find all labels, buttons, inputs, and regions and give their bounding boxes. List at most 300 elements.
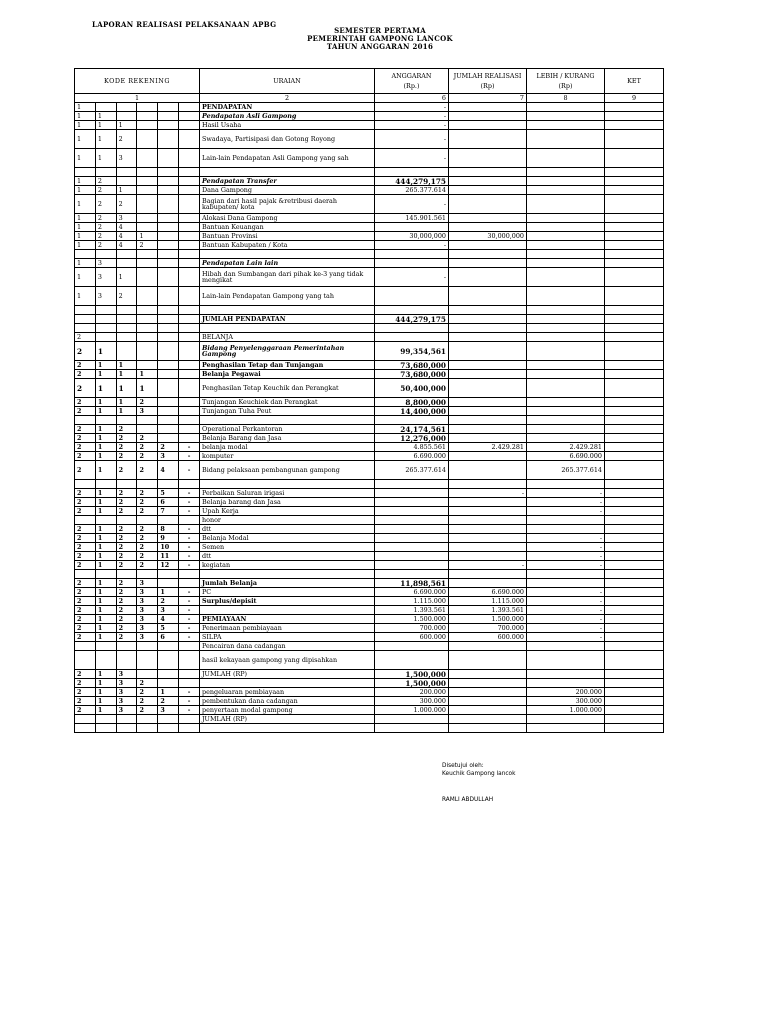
kode-cell: [158, 379, 179, 398]
table-row: [75, 416, 664, 425]
kode-cell: [75, 651, 96, 670]
kode-cell: -: [179, 552, 200, 561]
lebih-kurang-cell: [527, 379, 605, 398]
realisasi-cell: [449, 425, 527, 434]
kode-cell: [158, 434, 179, 443]
lebih-unit: (Rp): [558, 82, 573, 90]
kode-cell: 2: [95, 177, 116, 186]
realisasi-cell: 1.115.000: [449, 597, 527, 606]
kode-cell: [158, 223, 179, 232]
uraian-cell: komputer: [200, 452, 375, 461]
anggaran-cell: [375, 651, 449, 670]
kode-cell: 2: [137, 443, 158, 452]
kode-cell: -: [179, 443, 200, 452]
kode-cell: 2: [75, 606, 96, 615]
kode-cell: [116, 112, 137, 121]
ket-cell: [605, 416, 664, 425]
anggaran-cell: 50,400,000: [375, 379, 449, 398]
kode-cell: 3: [95, 287, 116, 306]
realisasi-cell: 30,000,000: [449, 232, 527, 241]
anggaran-cell: [375, 324, 449, 333]
kode-cell: [116, 103, 137, 112]
kode-cell: [116, 177, 137, 186]
kode-cell: [158, 195, 179, 214]
lebih-kurang-cell: [527, 724, 605, 733]
kode-cell: 1: [95, 670, 116, 679]
ket-cell: [605, 287, 664, 306]
kode-cell: 1: [158, 588, 179, 597]
kode-cell: [95, 250, 116, 259]
kode-cell: -: [179, 633, 200, 642]
ket-cell: [605, 642, 664, 651]
realisasi-cell: 700.000: [449, 624, 527, 633]
kode-cell: [158, 112, 179, 121]
kode-cell: 3: [137, 597, 158, 606]
kode-cell: 1: [95, 679, 116, 688]
realisasi-cell: [449, 168, 527, 177]
ket-cell: [605, 516, 664, 525]
uraian-cell: Surplus/depisit: [200, 597, 375, 606]
anggaran-cell: [375, 480, 449, 489]
table-row: [75, 615, 664, 624]
uraian-cell: Belanja Modal: [200, 534, 375, 543]
realisasi-cell: [449, 642, 527, 651]
table-row: [75, 241, 664, 250]
uraian-cell: Belanja barang dan Jasa: [200, 498, 375, 507]
table-row: [75, 268, 664, 287]
kode-cell: [116, 715, 137, 724]
kode-cell: 1: [95, 552, 116, 561]
table-row: [75, 112, 664, 121]
realisasi-cell: 1.500.000: [449, 615, 527, 624]
lebih-kurang-cell: -: [527, 624, 605, 633]
kode-cell: [116, 642, 137, 651]
kode-cell: 1: [95, 525, 116, 534]
anggaran-cell: 12,276,000: [375, 434, 449, 443]
kode-cell: 2: [75, 670, 96, 679]
anggaran-cell: 265.377.614: [375, 186, 449, 195]
table-row: [75, 579, 664, 588]
ket-cell: [605, 507, 664, 516]
realisasi-cell: [449, 130, 527, 149]
kode-cell: 1: [95, 697, 116, 706]
approver-role: Keuchik Gampong lancok: [442, 771, 516, 777]
anggaran-cell: 11,898,561: [375, 579, 449, 588]
realisasi-cell: 6.690.000: [449, 588, 527, 597]
kode-cell: 2: [116, 443, 137, 452]
kode-cell: [158, 651, 179, 670]
kode-cell: [158, 149, 179, 168]
ket-cell: [605, 361, 664, 370]
lebih-kurang-cell: 6.690.000: [527, 452, 605, 461]
kode-cell: 1: [95, 507, 116, 516]
anggaran-cell: -: [375, 121, 449, 130]
ket-cell: [605, 461, 664, 480]
table-row: [75, 651, 664, 670]
ket-cell: [605, 306, 664, 315]
ket-cell: [605, 670, 664, 679]
kode-cell: 2: [116, 434, 137, 443]
uraian-cell: dtt: [200, 525, 375, 534]
kode-cell: -: [179, 498, 200, 507]
uraian-cell: dtt: [200, 552, 375, 561]
kode-cell: 11: [158, 552, 179, 561]
kode-cell: [179, 306, 200, 315]
anggaran-cell: -: [375, 149, 449, 168]
kode-cell: 1: [75, 268, 96, 287]
uraian-cell: kegiatan: [200, 561, 375, 570]
uraian-cell: Hasil Usaha: [200, 121, 375, 130]
kode-cell: 1: [75, 259, 96, 268]
table-row: [75, 715, 664, 724]
kode-cell: 1: [137, 232, 158, 241]
kode-cell: 2: [75, 543, 96, 552]
kode-cell: 3: [158, 706, 179, 715]
lebih-kurang-cell: [527, 324, 605, 333]
lebih-kurang-cell: -: [527, 633, 605, 642]
anggaran-cell: [375, 534, 449, 543]
ket-cell: [605, 434, 664, 443]
kode-cell: 2: [75, 679, 96, 688]
kode-cell: [158, 186, 179, 195]
anggaran-cell: 700.000: [375, 624, 449, 633]
kode-cell: 3: [137, 588, 158, 597]
kode-cell: [116, 168, 137, 177]
kode-cell: 2: [95, 223, 116, 232]
uraian-cell: Hibah dan Sumbangan dari pihak ke-3 yang tidak mengikat: [200, 268, 375, 287]
table-row: [75, 370, 664, 379]
kode-cell: [137, 333, 158, 342]
kode-cell: [116, 333, 137, 342]
kode-cell: [158, 287, 179, 306]
kode-cell: [95, 416, 116, 425]
kode-cell: [116, 306, 137, 315]
kode-cell: 7: [158, 507, 179, 516]
kode-cell: 1: [75, 112, 96, 121]
kode-cell: 1: [75, 223, 96, 232]
anggaran-cell: 6.690.000: [375, 588, 449, 597]
anggaran-label: ANGGARAN: [391, 72, 432, 80]
uraian-cell: Penghasilan Tetap dan Tunjangan: [200, 361, 375, 370]
kode-cell: 2: [137, 507, 158, 516]
kode-cell: 2: [116, 195, 137, 214]
kode-cell: [137, 315, 158, 324]
ket-cell: [605, 570, 664, 579]
col-num-realisasi: 7: [449, 94, 527, 103]
kode-cell: 2: [75, 407, 96, 416]
kode-cell: 3: [116, 706, 137, 715]
table-row: [75, 606, 664, 615]
lebih-kurang-cell: [527, 579, 605, 588]
lebih-kurang-cell: [527, 361, 605, 370]
kode-cell: 1: [95, 121, 116, 130]
table-row: [75, 315, 664, 324]
kode-cell: [179, 130, 200, 149]
anggaran-cell: [375, 724, 449, 733]
kode-cell: [95, 651, 116, 670]
column-header-row: [75, 69, 664, 94]
lebih-kurang-cell: -: [527, 588, 605, 597]
realisasi-cell: [449, 407, 527, 416]
anggaran-cell: [375, 642, 449, 651]
kode-cell: -: [179, 615, 200, 624]
uraian-cell: [200, 679, 375, 688]
kode-cell: 2: [137, 534, 158, 543]
kode-cell: 1: [95, 579, 116, 588]
anggaran-cell: [375, 561, 449, 570]
lebih-kurang-cell: [527, 651, 605, 670]
table-row: [75, 507, 664, 516]
anggaran-cell: 14,400,000: [375, 407, 449, 416]
kode-cell: 2: [137, 688, 158, 697]
uraian-cell: Belanja Barang dan Jasa: [200, 434, 375, 443]
anggaran-cell: 1,500,000: [375, 679, 449, 688]
kode-cell: 2: [137, 543, 158, 552]
kode-cell: 2: [116, 552, 137, 561]
lebih-kurang-cell: [527, 715, 605, 724]
uraian-cell: Operational Perkantoran: [200, 425, 375, 434]
kode-cell: -: [179, 534, 200, 543]
kode-cell: 2: [116, 507, 137, 516]
col-num-kode: 1: [75, 94, 200, 103]
kode-cell: [95, 516, 116, 525]
uraian-cell: PEMIAYAAN: [200, 615, 375, 624]
kode-cell: 1: [95, 534, 116, 543]
kode-cell: [137, 480, 158, 489]
kode-cell: 2: [137, 461, 158, 480]
kode-cell: [137, 223, 158, 232]
lebih-kurang-cell: [527, 223, 605, 232]
realisasi-cell: [449, 259, 527, 268]
government-line: PEMERINTAH GAMPONG LANCOK: [307, 34, 453, 43]
kode-cell: [137, 715, 158, 724]
anggaran-cell: [375, 259, 449, 268]
realisasi-cell: [449, 287, 527, 306]
kode-cell: 3: [137, 624, 158, 633]
kode-cell: [158, 259, 179, 268]
kode-cell: -: [179, 461, 200, 480]
realisasi-cell: [449, 724, 527, 733]
uraian-cell: pengeluaran pembiayaan: [200, 688, 375, 697]
kode-cell: 1: [95, 588, 116, 597]
realisasi-cell: [449, 103, 527, 112]
kode-cell: [116, 259, 137, 268]
realisasi-label: JUMLAH REALISASI: [453, 72, 522, 80]
kode-cell: 2: [75, 507, 96, 516]
kode-cell: [137, 425, 158, 434]
kode-cell: 2: [116, 597, 137, 606]
lebih-kurang-cell: -: [527, 552, 605, 561]
kode-cell: [75, 306, 96, 315]
kode-cell: 2: [75, 525, 96, 534]
kode-cell: [179, 715, 200, 724]
anggaran-cell: 6.690.000: [375, 452, 449, 461]
table-row: [75, 561, 664, 570]
ket-cell: [605, 379, 664, 398]
anggaran-cell: 444,279,175: [375, 177, 449, 186]
ket-cell: [605, 679, 664, 688]
kode-cell: [95, 306, 116, 315]
kode-cell: 2: [116, 534, 137, 543]
kode-cell: 2: [75, 597, 96, 606]
uraian-cell: [200, 168, 375, 177]
table-row: [75, 149, 664, 168]
lebih-kurang-cell: [527, 241, 605, 250]
kode-cell: [179, 724, 200, 733]
ket-cell: [605, 315, 664, 324]
kode-cell: 3: [95, 259, 116, 268]
uraian-cell: Pencairan dana cadangan: [200, 642, 375, 651]
lebih-kurang-cell: [527, 250, 605, 259]
kode-cell: [95, 168, 116, 177]
anggaran-cell: [375, 516, 449, 525]
lebih-kurang-cell: [527, 195, 605, 214]
kode-cell: [158, 416, 179, 425]
kode-cell: [179, 232, 200, 241]
table-row: [75, 333, 664, 342]
kode-cell: 2: [95, 232, 116, 241]
table-row: [75, 379, 664, 398]
uraian-cell: Lain-lain Pendapatan Gampong yang tah: [200, 287, 375, 306]
kode-cell: [179, 370, 200, 379]
ket-cell: [605, 525, 664, 534]
anggaran-cell: [375, 552, 449, 561]
kode-cell: 1: [158, 688, 179, 697]
table-row: [75, 706, 664, 715]
table-row: [75, 588, 664, 597]
kode-cell: 1: [116, 407, 137, 416]
kode-cell: [75, 416, 96, 425]
realisasi-cell: [449, 552, 527, 561]
kode-cell: 2: [75, 452, 96, 461]
kode-cell: -: [179, 706, 200, 715]
anggaran-cell: 24,174,561: [375, 425, 449, 434]
table-row: [75, 516, 664, 525]
kode-cell: 1: [116, 379, 137, 398]
kode-cell: 3: [116, 679, 137, 688]
kode-cell: 2: [137, 498, 158, 507]
kode-cell: 8: [158, 525, 179, 534]
realisasi-cell: [449, 461, 527, 480]
uraian-cell: JUMLAH (RP): [200, 715, 375, 724]
anggaran-cell: 145.901.561: [375, 214, 449, 223]
anggaran-cell: [375, 168, 449, 177]
lebih-kurang-cell: [527, 112, 605, 121]
kode-cell: 1: [95, 370, 116, 379]
lebih-kurang-cell: [527, 416, 605, 425]
col-uraian-header: URAIAN: [200, 69, 375, 94]
lebih-kurang-cell: [527, 434, 605, 443]
table-row: [75, 121, 664, 130]
report-subtitle: [240, 27, 520, 51]
kode-cell: 2: [75, 342, 96, 361]
uraian-cell: belanja modal: [200, 443, 375, 452]
kode-cell: 3: [116, 697, 137, 706]
realisasi-cell: 2.429.281: [449, 443, 527, 452]
kode-cell: 1: [95, 361, 116, 370]
kode-cell: 3: [116, 670, 137, 679]
anggaran-cell: 99,354,561: [375, 342, 449, 361]
kode-cell: 1: [75, 287, 96, 306]
uraian-cell: JUMLAH PENDAPATAN: [200, 315, 375, 324]
lebih-kurang-cell: 265.377.614: [527, 461, 605, 480]
kode-cell: 1: [95, 112, 116, 121]
lebih-kurang-cell: [527, 214, 605, 223]
ket-cell: [605, 597, 664, 606]
realisasi-cell: [449, 186, 527, 195]
kode-cell: 1: [116, 370, 137, 379]
kode-cell: -: [179, 588, 200, 597]
kode-cell: -: [179, 507, 200, 516]
table-row: [75, 361, 664, 370]
anggaran-cell: [375, 223, 449, 232]
lebih-kurang-cell: -: [527, 615, 605, 624]
lebih-kurang-cell: 1.000.000: [527, 706, 605, 715]
ket-cell: [605, 534, 664, 543]
kode-cell: -: [179, 561, 200, 570]
lebih-kurang-cell: [527, 407, 605, 416]
kode-cell: [137, 670, 158, 679]
realisasi-cell: [449, 333, 527, 342]
realisasi-cell: [449, 507, 527, 516]
anggaran-cell: [375, 570, 449, 579]
uraian-cell: [200, 324, 375, 333]
kode-cell: 1: [95, 688, 116, 697]
kode-cell: [75, 480, 96, 489]
kode-cell: 3: [116, 214, 137, 223]
anggaran-cell: 300.000: [375, 697, 449, 706]
anggaran-cell: [375, 333, 449, 342]
realisasi-cell: [449, 516, 527, 525]
table-row: [75, 324, 664, 333]
kode-cell: -: [179, 606, 200, 615]
kode-cell: [75, 324, 96, 333]
kode-cell: 9: [158, 534, 179, 543]
kode-cell: [179, 342, 200, 361]
table-row: [75, 186, 664, 195]
ket-cell: [605, 633, 664, 642]
kode-cell: 2: [116, 425, 137, 434]
table-row: [75, 452, 664, 461]
realisasi-cell: [449, 679, 527, 688]
uraian-cell: [200, 250, 375, 259]
lebih-kurang-cell: -: [527, 561, 605, 570]
kode-cell: [179, 103, 200, 112]
lebih-kurang-cell: -: [527, 507, 605, 516]
uraian-cell: Semen: [200, 543, 375, 552]
ket-cell: [605, 342, 664, 361]
ket-cell: [605, 498, 664, 507]
kode-cell: 1: [116, 121, 137, 130]
ket-cell: [605, 398, 664, 407]
kode-cell: [137, 195, 158, 214]
kode-cell: [158, 579, 179, 588]
uraian-cell: [200, 480, 375, 489]
anggaran-cell: [375, 306, 449, 315]
uraian-cell: Bantuan Keuangan: [200, 223, 375, 232]
kode-cell: 1: [116, 398, 137, 407]
ket-cell: [605, 232, 664, 241]
lebih-kurang-cell: [527, 480, 605, 489]
kode-cell: [179, 149, 200, 168]
realisasi-cell: [449, 498, 527, 507]
table-row: [75, 597, 664, 606]
kode-cell: [137, 416, 158, 425]
ket-cell: [605, 588, 664, 597]
kode-cell: [137, 306, 158, 315]
realisasi-cell: [449, 250, 527, 259]
kode-cell: 2: [158, 597, 179, 606]
